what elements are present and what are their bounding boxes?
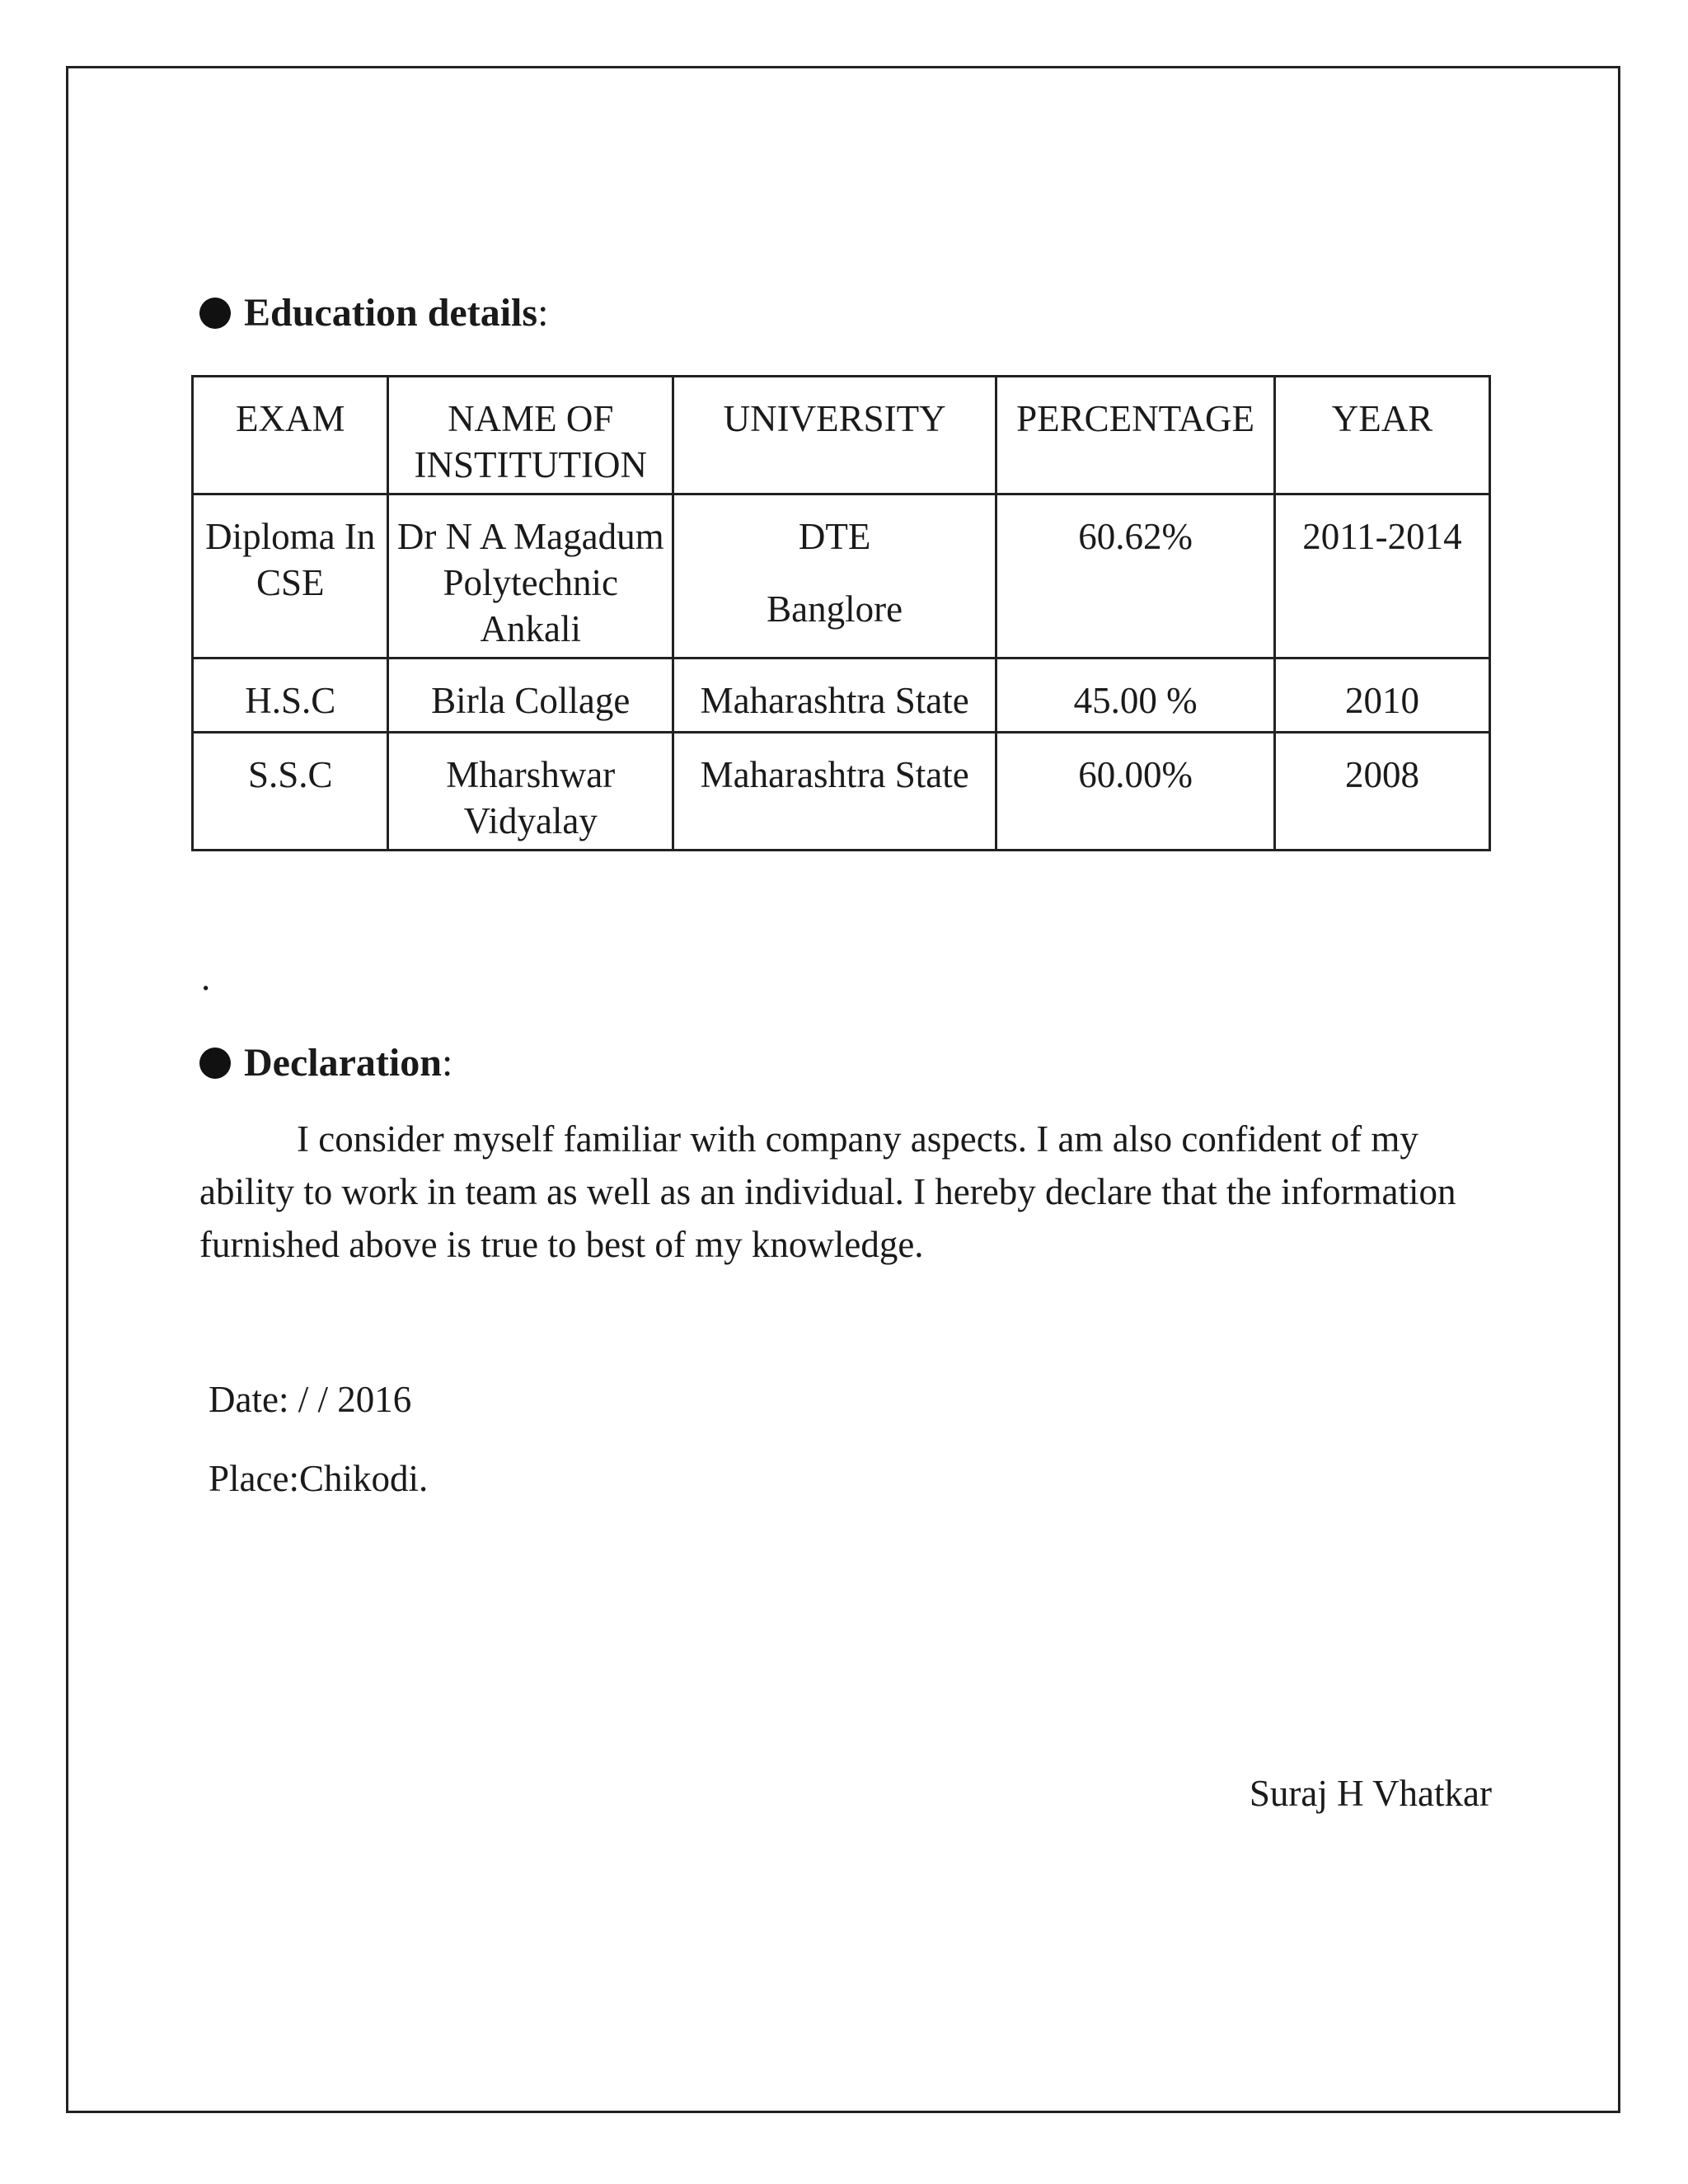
declaration-text: I consider myself familiar with company aspects. I am also confident of my ability to work in team as well as an individual. I hereby declare that the information furnished above is true to best of my knowledge. xyxy=(199,1118,1456,1265)
cell-university: Maharashtra State xyxy=(673,733,996,851)
column-header-institution: NAME OF INSTITUTION xyxy=(388,377,673,494)
cell-institution: Dr N A Magadum Polytechnic Ankali xyxy=(388,494,673,658)
cell-year: 2008 xyxy=(1274,733,1489,851)
column-header-percentage: PERCENTAGE xyxy=(996,377,1275,494)
bullet-icon xyxy=(199,1047,231,1079)
cell-exam: H.S.C xyxy=(193,658,388,733)
declaration-paragraph xyxy=(199,1113,1502,1271)
education-table xyxy=(191,375,1491,851)
cell-exam: Diploma In CSE xyxy=(193,494,388,658)
column-header-year: YEAR xyxy=(1274,377,1489,494)
date-line: Date: / / 2016 xyxy=(209,1379,412,1420)
table-row xyxy=(193,658,1490,733)
declaration-heading xyxy=(199,1040,452,1085)
table-row xyxy=(193,494,1490,658)
heading-colon: : xyxy=(537,291,549,335)
cell-percentage: 45.00 % xyxy=(996,658,1275,733)
cell-university xyxy=(673,494,996,658)
signature-name: Suraj H Vhatkar xyxy=(1249,1773,1492,1814)
cell-institution: Birla Collage xyxy=(388,658,673,733)
cell-percentage: 60.62% xyxy=(996,494,1275,658)
cell-university: Maharashtra State xyxy=(673,658,996,733)
education-heading-text: Education details xyxy=(244,291,538,335)
cell-year: 2010 xyxy=(1274,658,1489,733)
table-row xyxy=(193,733,1490,851)
cell-percentage: 60.00% xyxy=(996,733,1275,851)
column-header-exam: EXAM xyxy=(193,377,388,494)
cell-institution: Mharshwar Vidyalay xyxy=(388,733,673,851)
table-header-row xyxy=(193,377,1490,494)
university-line-1: DTE xyxy=(798,516,871,557)
university-line-2: Banglore xyxy=(767,588,903,630)
column-header-university: UNIVERSITY xyxy=(673,377,996,494)
declaration-heading-text: Declaration xyxy=(244,1041,442,1085)
heading-colon: : xyxy=(441,1041,453,1085)
separator-dot: . xyxy=(201,957,211,998)
education-heading xyxy=(199,290,548,335)
place-line: Place:Chikodi. xyxy=(209,1458,429,1499)
cell-exam: S.S.C xyxy=(193,733,388,851)
cell-year: 2011-2014 xyxy=(1274,494,1489,658)
bullet-icon xyxy=(199,298,231,329)
